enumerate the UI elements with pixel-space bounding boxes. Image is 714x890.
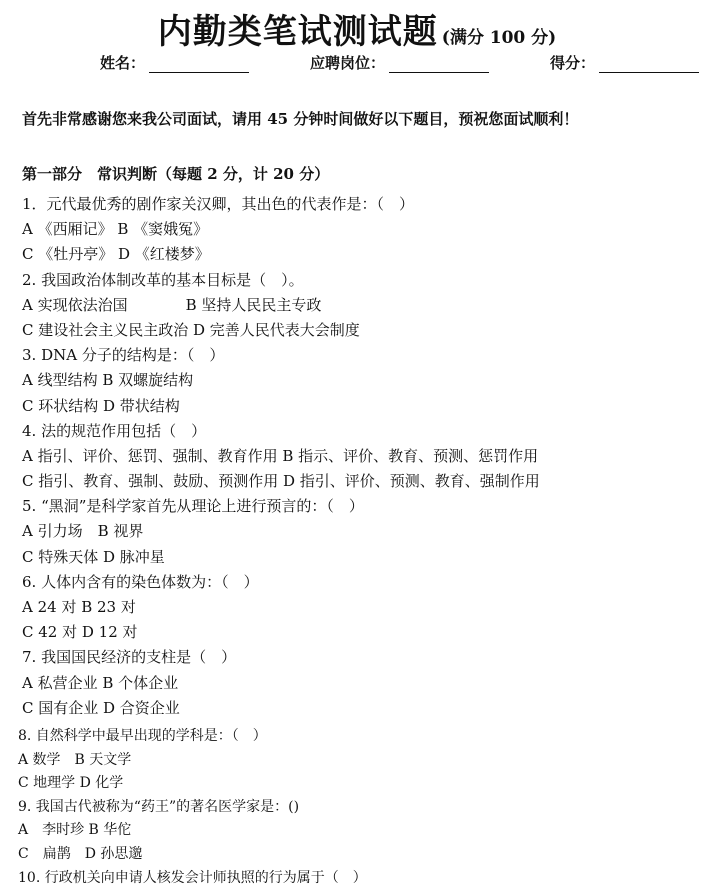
option-text[interactable]: C 国有企业 D 合资企业 xyxy=(22,698,180,717)
option-text[interactable]: C 指引、教育、强制、鼓励、预测作用 D 指引、评价、预测、教育、强制作用 xyxy=(22,472,540,491)
question-stem: 9. 我国古代被称为“药王”的著名医学家是：() xyxy=(18,798,300,815)
question-options xyxy=(22,368,702,393)
option-text[interactable]: A 引力场 B 视界 xyxy=(22,522,144,541)
question-list xyxy=(22,192,702,721)
option-text[interactable]: C 特殊天体 D 脉冲星 xyxy=(22,547,165,566)
question-options xyxy=(22,293,702,318)
option-text[interactable]: C 《牡丹亭》 D 《红楼梦》 xyxy=(22,245,210,264)
option-text[interactable]: C 建设社会主义民主政治 D 完善人民代表大会制度 xyxy=(22,320,360,339)
question-options xyxy=(22,519,702,544)
question-options xyxy=(18,843,708,867)
question-options xyxy=(22,595,702,620)
section-title: 第一部分 常识判断（每题 2 分，计 20 分） xyxy=(22,165,330,183)
score-field xyxy=(550,52,699,73)
option-text[interactable]: A 《西厢记》 B 《窦娥冤》 xyxy=(22,220,209,239)
position-field xyxy=(310,52,489,73)
question-options xyxy=(22,545,702,570)
question-options xyxy=(22,696,702,721)
option-text[interactable]: B 坚持人民民主专政 xyxy=(185,295,322,314)
option-text[interactable]: C 地理学 D 化学 xyxy=(18,775,124,792)
score-note: (满分 100 分) xyxy=(441,28,557,48)
question-options xyxy=(18,819,708,843)
option-text[interactable]: A 指引、评价、惩罚、强制、教育作用 B 指示、评价、教育、预测、惩罚作用 xyxy=(22,446,539,465)
question-options xyxy=(22,242,702,267)
option-text[interactable]: A 24 对 B 23 对 xyxy=(22,598,136,616)
position-label: 应聘岗位： xyxy=(310,54,386,72)
intro-text: 首先非常感谢您来我公司面试，请用 45 分钟时间做好以下题目，预祝您面试顺利！ xyxy=(22,110,579,128)
name-label: 姓名： xyxy=(100,54,146,72)
question-options xyxy=(22,671,702,696)
question-list-part2 xyxy=(18,725,708,890)
question-stem: 1．元代最优秀的剧作家关汉卿，其出色的代表作是：（ ） xyxy=(22,195,415,213)
question-stem: 4. 法的规范作用包括（ ） xyxy=(22,421,207,440)
option-text[interactable]: C 扁鹊 D 孙思邈 xyxy=(18,845,143,862)
option-text[interactable]: A 李时珍 B 华佗 xyxy=(18,822,132,839)
option-text[interactable]: A 线型结构 B 双螺旋结构 xyxy=(22,371,194,390)
score-blank[interactable] xyxy=(599,56,699,73)
question-stem: 6. 人体内含有的染色体数为：（ ） xyxy=(22,572,259,591)
question-stem: 5. “黑洞”是科学家首先从理论上进行预言的：（ ） xyxy=(22,497,364,516)
title-row xyxy=(0,4,714,53)
question-stem: 7. 我国国民经济的支柱是（ ） xyxy=(22,648,237,667)
candidate-fields xyxy=(0,52,714,78)
question-stem: 8. 自然科学中最早出现的学科是：（ ） xyxy=(18,728,267,744)
question-options xyxy=(18,749,708,773)
question-options xyxy=(22,318,702,343)
question-options xyxy=(22,620,702,645)
name-blank[interactable] xyxy=(149,56,249,73)
score-label: 得分： xyxy=(550,54,596,72)
question-options xyxy=(22,444,702,469)
name-field xyxy=(100,52,249,73)
option-text[interactable]: C 环状结构 D 带状结构 xyxy=(22,396,180,415)
option-text[interactable]: A 实现依法治国 xyxy=(22,295,128,314)
question-options xyxy=(18,772,708,796)
question-options xyxy=(22,394,702,419)
question-stem: 3. DNA 分子的结构是：（ ） xyxy=(22,346,225,365)
question-options xyxy=(22,469,702,494)
option-text[interactable]: C 42 对 D 12 对 xyxy=(22,623,138,642)
question-options xyxy=(22,217,702,242)
page-title: 内勤类笔试测试题 xyxy=(157,12,438,52)
option-text[interactable]: A 数学 B 天文学 xyxy=(18,751,132,768)
position-blank[interactable] xyxy=(389,56,489,73)
question-stem: 10. 行政机关向申请人核发会计师执照的行为属于（ ） xyxy=(18,869,367,886)
question-stem: 2. 我国政治体制改革的基本目标是（ ）。 xyxy=(22,270,304,289)
option-text[interactable]: A 私营企业 B 个体企业 xyxy=(22,673,179,692)
